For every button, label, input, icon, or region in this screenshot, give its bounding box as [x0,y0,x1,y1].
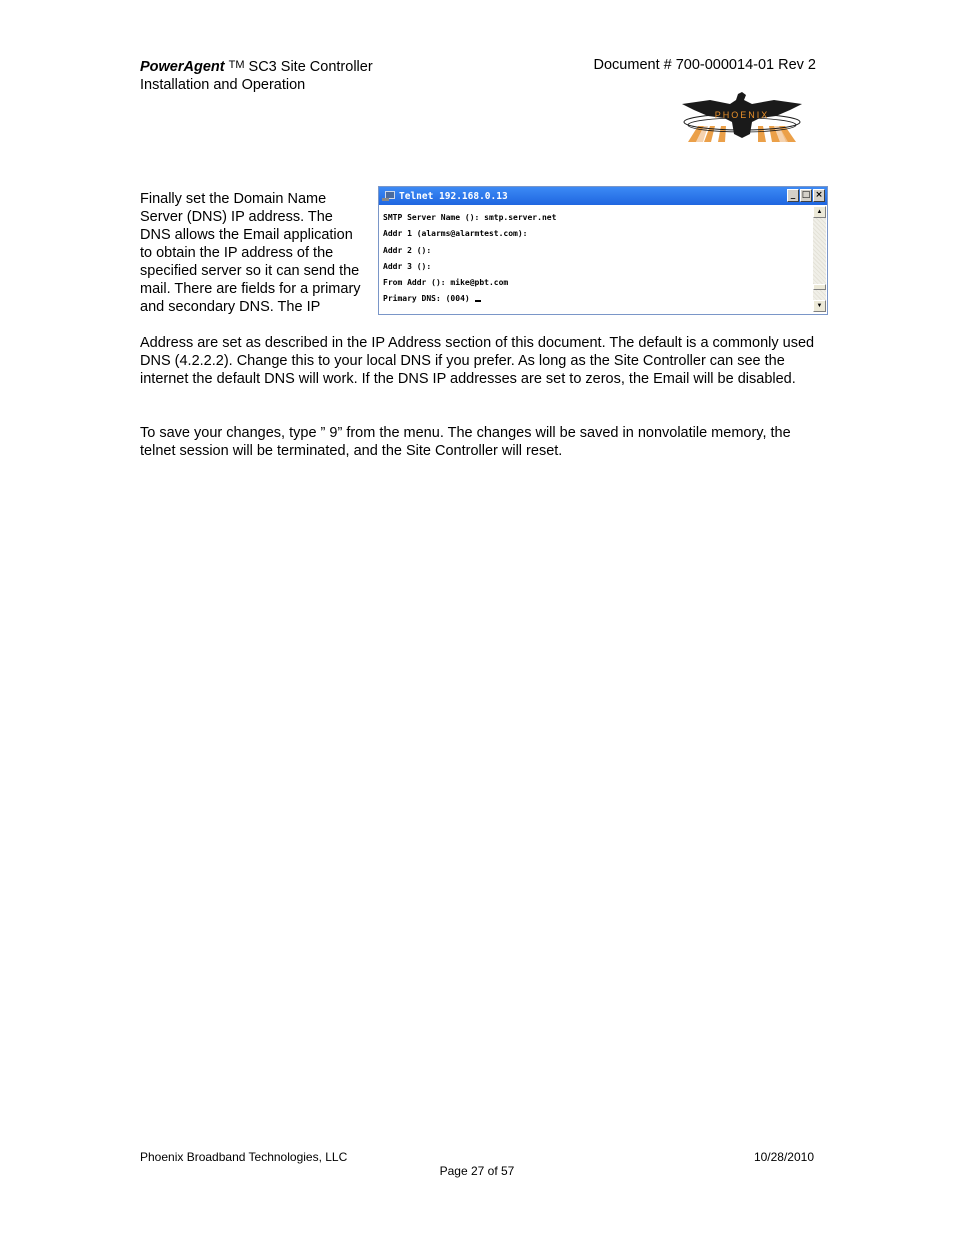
trademark-symbol: TM [228,59,245,71]
product-name: PowerAgent [140,59,225,75]
console-line: SMTP Server Name (): smtp.server.net [383,213,557,222]
telnet-app-icon [382,191,394,201]
console-line: Addr 3 (): [383,261,432,271]
text-cursor [475,300,481,302]
save-changes-paragraph: To save your changes, type ” 9” from the menu. The changes will be saved in nonvolatile memory, the telnet session will be terminated, and the Site Controller will reset. [140,425,791,459]
telnet-window-screenshot [378,186,828,315]
document-subtitle: Installation and Operation [140,77,306,93]
phoenix-bird-icon [680,90,804,142]
maximize-button[interactable]: □ [801,190,811,200]
footer-company: Phoenix Broadband Technologies, LLC [140,1150,348,1164]
console-line: Addr 2 (): [383,245,432,255]
minimize-button[interactable]: _ [787,189,799,202]
footer-page-number: Page 27 of 57 [439,1164,515,1178]
dns-details-paragraph: Address are set as described in the IP Address section of this document. The default is a commonly used DNS (4.2.2.2). Change this to your local DNS if you prefer. As long as the Site Controller can see the internet the default DNS will work. If the DNS IP addresses are set to zeros, the Email will be disabled. [140,335,815,387]
product-line [140,56,373,76]
console-line: From Addr (): mike@pbt.com [383,278,509,288]
vertical-scrollbar[interactable] [813,206,826,312]
close-button[interactable]: × [813,189,825,202]
console-line: Addr 1 (alarms@alarmtest.com): [383,229,528,239]
console-prompt-line [383,291,811,307]
document-number: Document # 700-000014-01 Rev 2 [593,57,816,73]
telnet-console [381,206,811,312]
document-header-title [140,56,373,94]
scroll-down-arrow-icon[interactable]: ▼ [813,300,826,312]
window-controls [787,189,825,202]
footer-date: 10/28/2010 [753,1150,814,1164]
product-model: SC3 Site Controller [244,59,373,75]
scrollbar-thumb[interactable] [813,284,826,290]
telnet-titlebar [379,187,827,205]
dns-intro-paragraph: Finally set the Domain Name Server (DNS) IP address. The DNS allows the Email application to obtain the IP address of the specified server so it can send the mail. There are fields for a primary and secondary DNS. The IP [140,191,361,315]
telnet-window-title: Telnet 192.168.0.13 [399,190,508,202]
console-line: Primary DNS: (004) [383,294,475,304]
phoenix-logo [680,90,804,142]
svg-text:PHOENIX: PHOENIX [714,110,770,120]
scroll-up-arrow-icon[interactable]: ▲ [813,206,826,218]
